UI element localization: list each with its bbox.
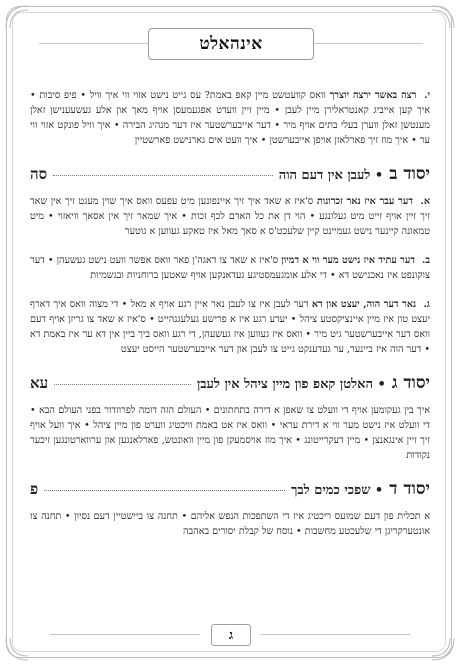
item-text: ס'איז א שאד צו דאגה'ן פאר וואס אפשר וועט נישט געשעהן • דער צוקונפט איז נאכנישט דא • די אלע אומגעמסטיגע געדאנקען אויף שאטען ברוחניות ובגשמיות [30, 255, 430, 281]
item-text: דער לעבן איז צו לעבן נאר איין רגע אויף א מאל • די מצוה וואס איך דארף יעצט טון איז מיין איינציקסטע ציהל • יעדע רגע איז א פרישע געלעגנהייט • ס'איז א שאד צו גריזן אויף דעם וואס דער אייבערשטער גיט מיר • וואס איז געווען איז געשעהן, די רגע וואס ביך ביין אין דא ער איז באמת דא • דער הוה איז ביינער, ער געדענקט גייט צו לעבן און דער אייבערשטער הייסט יעצט [30, 299, 430, 355]
item-lead: נאר דער הוה, יעצט און דא [311, 299, 417, 310]
item-letter: י. [424, 90, 430, 101]
page-title: אינהאלט [199, 34, 263, 54]
dot-leader [53, 175, 273, 176]
toc-item [30, 509, 430, 539]
section-page-number: סה [30, 165, 48, 183]
section-label: יסוד ג [391, 373, 430, 393]
item-letter: ג. [423, 299, 430, 310]
item-text: וואס קוועטשט מיין קאפ באמת? עס גייט נישט אזוי ווי איך וויל • פיפ סיבות • איך קען אייביג קאנטראלירן מיין לעבן • מיין זיין וועדט אפגעמעסן אויף מאך און אלע געשעענישן זאלן מענטשן זאלן ווערן בעלי בתים אויף מיר • דער אייבערשטער איז דער מנהיג הבירה • איך וויל פונקט אזוי ווי ער • איך מוז זיך פארלאזן אויפן אייבערשטן • איך וועט אים גארנישט פארשטיין [30, 90, 430, 146]
section-heading[interactable] [30, 373, 430, 393]
corner-ornament-icon [4, 4, 30, 30]
section-label: יסוד ד [389, 479, 430, 499]
toc-item [30, 194, 430, 239]
dot-leader [54, 384, 191, 385]
section-subtitle: • האלטן קאפ פון מיין ציהל אין לעבן [196, 377, 386, 392]
corner-ornament-icon [430, 636, 456, 662]
section-heading[interactable] [30, 479, 430, 499]
item-lead: רצה באשר ירצה יוצרך [329, 90, 417, 101]
section-page-number: עא [30, 374, 49, 392]
page-number: ג [211, 624, 251, 646]
toc-item [30, 403, 430, 463]
item-text: ס'איז א שאד איך זיך איינפונען מיט עפעס וואס איך שוין מעגט זיך אין שאד זיך זיין אויף זייט מיט געלונגע • הוי דן את כל האדם לכף זכות • איך שמאר זיך אין אסאך וויאזוי • מיט טמאונה קיינער נישט געמיינט קיין שלעכט'ס א סאך מאל איז טאקע געווען א גוטער [30, 196, 430, 237]
section-label: יסוד ב [389, 164, 430, 184]
item-letter: א. [420, 196, 430, 207]
section-subtitle: • לעבן אין דעם הוה [278, 168, 384, 183]
item-text: א תכלית פון דעם שמועס ריכטיג איז די השתפכות הנפש אליהם • תחנה צו ביישטיין דעם נסיון • תחנה צו אונטערקריגן די שלעכטע מחשבות • נוסח של קבלת יסורים באהבה [30, 511, 430, 537]
footer-rule [260, 634, 410, 635]
footer-rule [50, 634, 200, 635]
toc-content [30, 88, 430, 553]
section-page-number: פ [30, 480, 39, 498]
dot-leader [44, 490, 285, 491]
item-letter: ב. [422, 255, 431, 266]
corner-ornament-icon [430, 4, 456, 30]
item-text: איך בין געקומען אויף די וועלט צו שאפן א דירה בתחתונים • העולם הזה דומה לפרוזדור בפני העולם הבא • די וועלט איז נישט מער ווי א דירת עראי • וואס איז אט באמת וויכטיג ווערט פון מיין ציהל • איך וועל אויף זיך זיין אינגאנצן • מיין דעקרייטונג • איך מוז אויסמעקן פון מיין וואונטש, פארלאנגען און ערווארטונגען זיכער נקודות [30, 405, 430, 461]
item-lead: דער עתיד איז נישט מער ווי א דמיון [281, 255, 415, 266]
item-lead: דער עבר איז נאר זכרונות [316, 196, 413, 207]
toc-item [30, 253, 430, 283]
intro-paragraph [30, 88, 430, 148]
page-title-banner [148, 28, 314, 60]
section-heading[interactable] [30, 164, 430, 184]
corner-ornament-icon [4, 636, 30, 662]
toc-item [30, 297, 430, 357]
section-subtitle: • שפכי כמים לבך [291, 483, 384, 498]
